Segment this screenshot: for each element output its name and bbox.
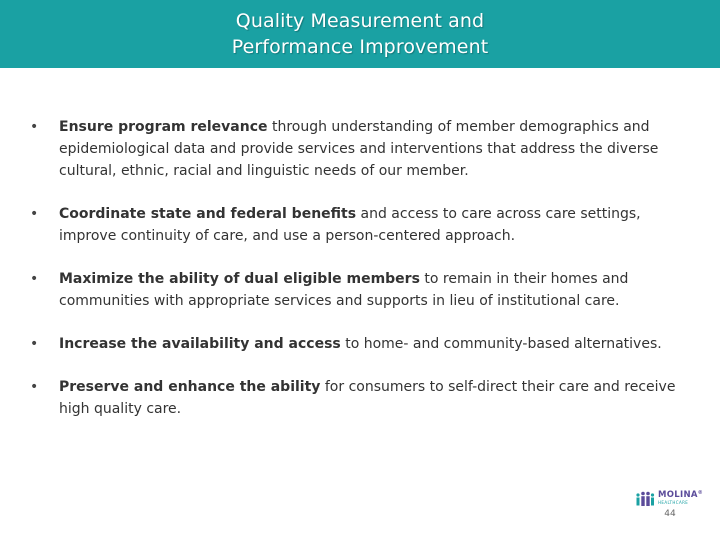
- bullet-bold-text: Increase the availability and access: [59, 336, 341, 352]
- bullet-item: [30, 268, 690, 312]
- bullet-bold-text: Maximize the ability of dual eligible members: [59, 271, 420, 287]
- slide-title-line-1: Quality Measurement and: [235, 10, 485, 32]
- bullet-item: [30, 116, 690, 182]
- bullet-text: to home- and community-based alternatives.: [340, 336, 662, 352]
- bullet-text: and access to care across care settings, improve continuity of care, and use a person-centered approach.: [59, 206, 641, 244]
- logo-subtitle: HEALTHCARE: [658, 499, 689, 505]
- bullet-dot: •: [30, 271, 39, 287]
- page-number: 44: [664, 509, 676, 519]
- bullet-dot: •: [30, 379, 39, 395]
- slide-title-line-2: Performance Improvement: [231, 36, 489, 58]
- bullet-bold-text: Coordinate state and federal benefits: [59, 206, 357, 222]
- bullet-dot: •: [30, 336, 39, 352]
- logo-wordmark: [658, 491, 703, 505]
- bullet-item: [30, 376, 690, 420]
- bullet-bold-text: Preserve and enhance the ability: [59, 379, 321, 395]
- bullet-text: for consumers to self-direct their care and receive high quality care.: [59, 379, 676, 417]
- bullet-item: [30, 203, 690, 247]
- bullet-text: to remain in their homes and communities with appropriate services and supports in lieu of institutional care.: [59, 271, 629, 309]
- bullet-list: [30, 116, 690, 420]
- registered-mark: ®: [697, 490, 704, 497]
- molina-logo: [635, 487, 704, 509]
- bullet-text: through understanding of member demographics and epidemiological data and provide services and interventions that address the diverse cultural, ethnic, racial and linguistic needs of our member.: [59, 119, 659, 179]
- bullet-dot: •: [30, 119, 39, 135]
- logo-name: MOLINA: [658, 490, 698, 501]
- people-figures-icon: [635, 490, 655, 506]
- bullet-bold-text: Ensure program relevance: [59, 119, 268, 135]
- title-banner: [0, 0, 720, 68]
- bullet-dot: •: [30, 206, 39, 222]
- bullet-item: [30, 333, 690, 355]
